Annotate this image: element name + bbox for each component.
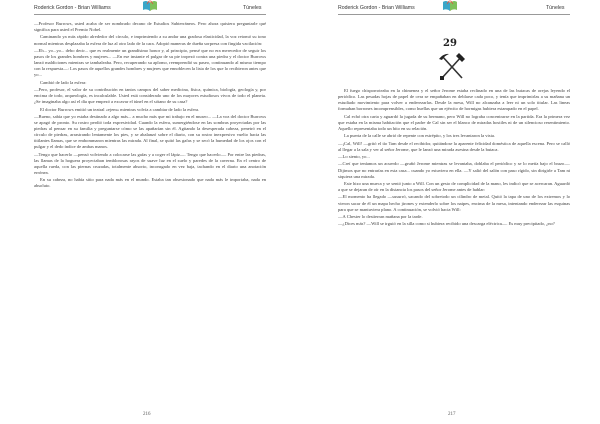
open-book-logo-icon xyxy=(442,0,458,13)
chapter-number: 29 xyxy=(443,38,457,49)
paragraph: Este hizo una mueca y se sentó junto a Will. Con un gesto de complicidad de la mano, les indicó que se acercaran. Aguardó a que se dejaran de oír en la distancia los pasos del señor Jerome antes de hablar: xyxy=(338,181,570,193)
left-header-title: Túneles xyxy=(243,5,262,11)
right-header-rule xyxy=(338,14,570,15)
paragraph: Cal echó otra carta y aguardó la jugada de su hermano, pero Will no lograba concentrarse en la partida. Era la primera vez que estaba en la misma habitación que el padre de Cal sin ser el blanco de miradas hostiles ni de un silencioso resentimiento. Aquello representaba todo un hito en su relación. xyxy=(338,113,570,131)
right-header-title: Túneles xyxy=(546,5,565,11)
paragraph: —Pero, profesor, el valor de su contribución en tantos campos del saber medicina, física, química, biología, geología y, por encima de todo, arqueología, es incalculable. Usted está considerado uno de los mayores estudiosos vivos de todo el planeta. ¿Se imaginaba algo así el día que empezó a excavar el túnel en el sótano de su casa? xyxy=(34,87,266,105)
paragraph: —Tengo que hacerlo —pensó volviendo a colocarse las gafas y a coger el lápiz—. Tengo que hacerlo.— Por entre las piedras, las llamas de la hoguera proyectaban temblorosas rayos de suave luz en el suelo y paredes de la caverna. En el centro de aquella rueda, con las piernas cruzadas, totalmente absorto, inconsgado en vez baja, tachando en el diario una anotación errónea. xyxy=(34,151,266,175)
right-body-text xyxy=(338,88,570,229)
paragraph: Caminando ya más rápido alrededor del círculo, e imprimiendo a su andar una gradosa elasticidad, la voz retomó su tono normal mientras desplazaba la esfera de luz al otro lado de la cara. Adoptó maneras de dueña sorpresa con fingida vacilación: xyxy=(34,34,266,46)
paragraph: —Lo siento, yo... xyxy=(338,154,370,160)
paragraph: La puerta de la calle se abrió de repente con estrépito, y los tres levantaron la vista. xyxy=(344,133,495,139)
paragraph: —El momento ha llegado —susurró, sacando del sobretodo un cilindro de metal. Quitó la tapa de uno de los extremos y lo vieron sacar de él un mapa hecho jirones y extenderlo sobre los naipes, encima de la mesa, intentando enderezar las esquinas para que se mantuviera plano. A continuación, se volvió hacia Will: xyxy=(338,194,570,212)
paragraph: El doctor Burrows emitió un teatral «ejem» mientras volvía a cambiar de lado la esfera. xyxy=(40,106,200,112)
paragraph: —¡Cal, Will! —gritó el tío Tam desde el recibidor, quitándose la aparente felicidad doméstica de aquella escena. Pero se calló al llegar a la sala y ver al señor Jerome, que le lanzó una mirada asesina desde la butaca. xyxy=(338,140,570,152)
paragraph: —¿Dices más? —Will se irguió en la silla como si hubiera recibido una descarga eléctrica—. Es muy precipitado, ¿no? xyxy=(338,221,555,227)
left-body-text xyxy=(34,21,266,191)
right-header-author: Roderick Gordon - Brian Williams xyxy=(338,5,415,11)
paragraph: Cambió de lado la esfera: xyxy=(40,79,87,85)
right-page xyxy=(300,0,600,424)
paragraph: —Eh... yo...yo... debo decir... que es realmente un grandísimo honor y, al principio, pensé que no era merecedor de seguir los pasos de los grandes hombres y mujeres... —En ese instante el pulgar de su pie tropezó contra una piedra y el doctor Burrows lanzó maldiciones mientras se tambaleaba. Pero, recuperando su aplomo, reemprendió su paseo, continuando al mismo tiempo con la respuesta—: Los pasos de aquellos grandes hombres y mujeres que ennoblecen la lista de los que lo recibieron antes que yo... xyxy=(34,47,266,78)
right-page-number: 217 xyxy=(448,412,456,417)
paragraph: En su cabeza, no había sitio para nada más en el mundo. Estaba tan obsesionado que nada más le importaba, nada en absoluto. xyxy=(34,177,266,189)
open-book-logo-icon xyxy=(142,0,158,13)
paragraph: —Creí que teníamos un acuerdo —gruñó Jerome mientras se levantaba, doblaba el periódico y se lo metía bajo el brazo—. Dijimos que no entrarías en esta casa... cuando yo estuviera en ella. —Y salió del salón con paso rígido, sin dirigirle a Tam ni siquiera una mirada. xyxy=(338,161,570,179)
paragraph: —A Chester lo destierran mañana por la tarde. xyxy=(338,214,423,220)
crossed-pickaxe-shovel-icon xyxy=(438,52,466,82)
paragraph: El fuego chisporroteaba en la chimenea y el señor Jerome estaba reclinado en una de las butacas de orejas leyendo el periódico. Las pesadas hojas de papel de cera se empañaban en deblarse cada poco, y tenía que imprimirlas a su mañana un estudiado movimiento para volver a enderezarlas. Desde la mesa, Will no alcanzaba a leer ni un solo titular. Las lineas formaban borrones incomprensibles, como huellas que un ejército de hormigas hubiera estampado en el papel. xyxy=(338,88,570,112)
paragraph: —Bueno, sabía que yo estaba destinado a algo más... a mucho más que mi trabajo en el museo... —La voz del doctor Burrows se apagó de pronto. Su rostro perdió toda expresividad. Cuando la esfera, sumergiéndose en las sombras proyectadas por las piedras al pensar en su familia y preguntarse cómo se las apañarían sin él. Agitando la desesperada cabeza, penetró en el círculo de piedras, arrastrando lentamente los pies, y se abalanzó sobre el diario, con su rostro inexpresivo vuelto hacia las titilantes llamas, que se embommaron mientras las mirada. Al final, se quitó las gafas y se secó la humedad de los ojos con el pulgar y el dedo índice de ambas manos. xyxy=(34,114,266,150)
left-header-rule xyxy=(34,14,266,15)
paragraph: —Profesor Burrows, usted acaba de ser nombrado decano de Estudios Subterráneos. Pero ahora quisiera preguntarle qué significa para usted el Premio Nobel. xyxy=(34,21,266,33)
left-header-author: Roderick Gordon - Brian Williams xyxy=(34,5,111,11)
left-page-number: 216 xyxy=(143,412,151,417)
